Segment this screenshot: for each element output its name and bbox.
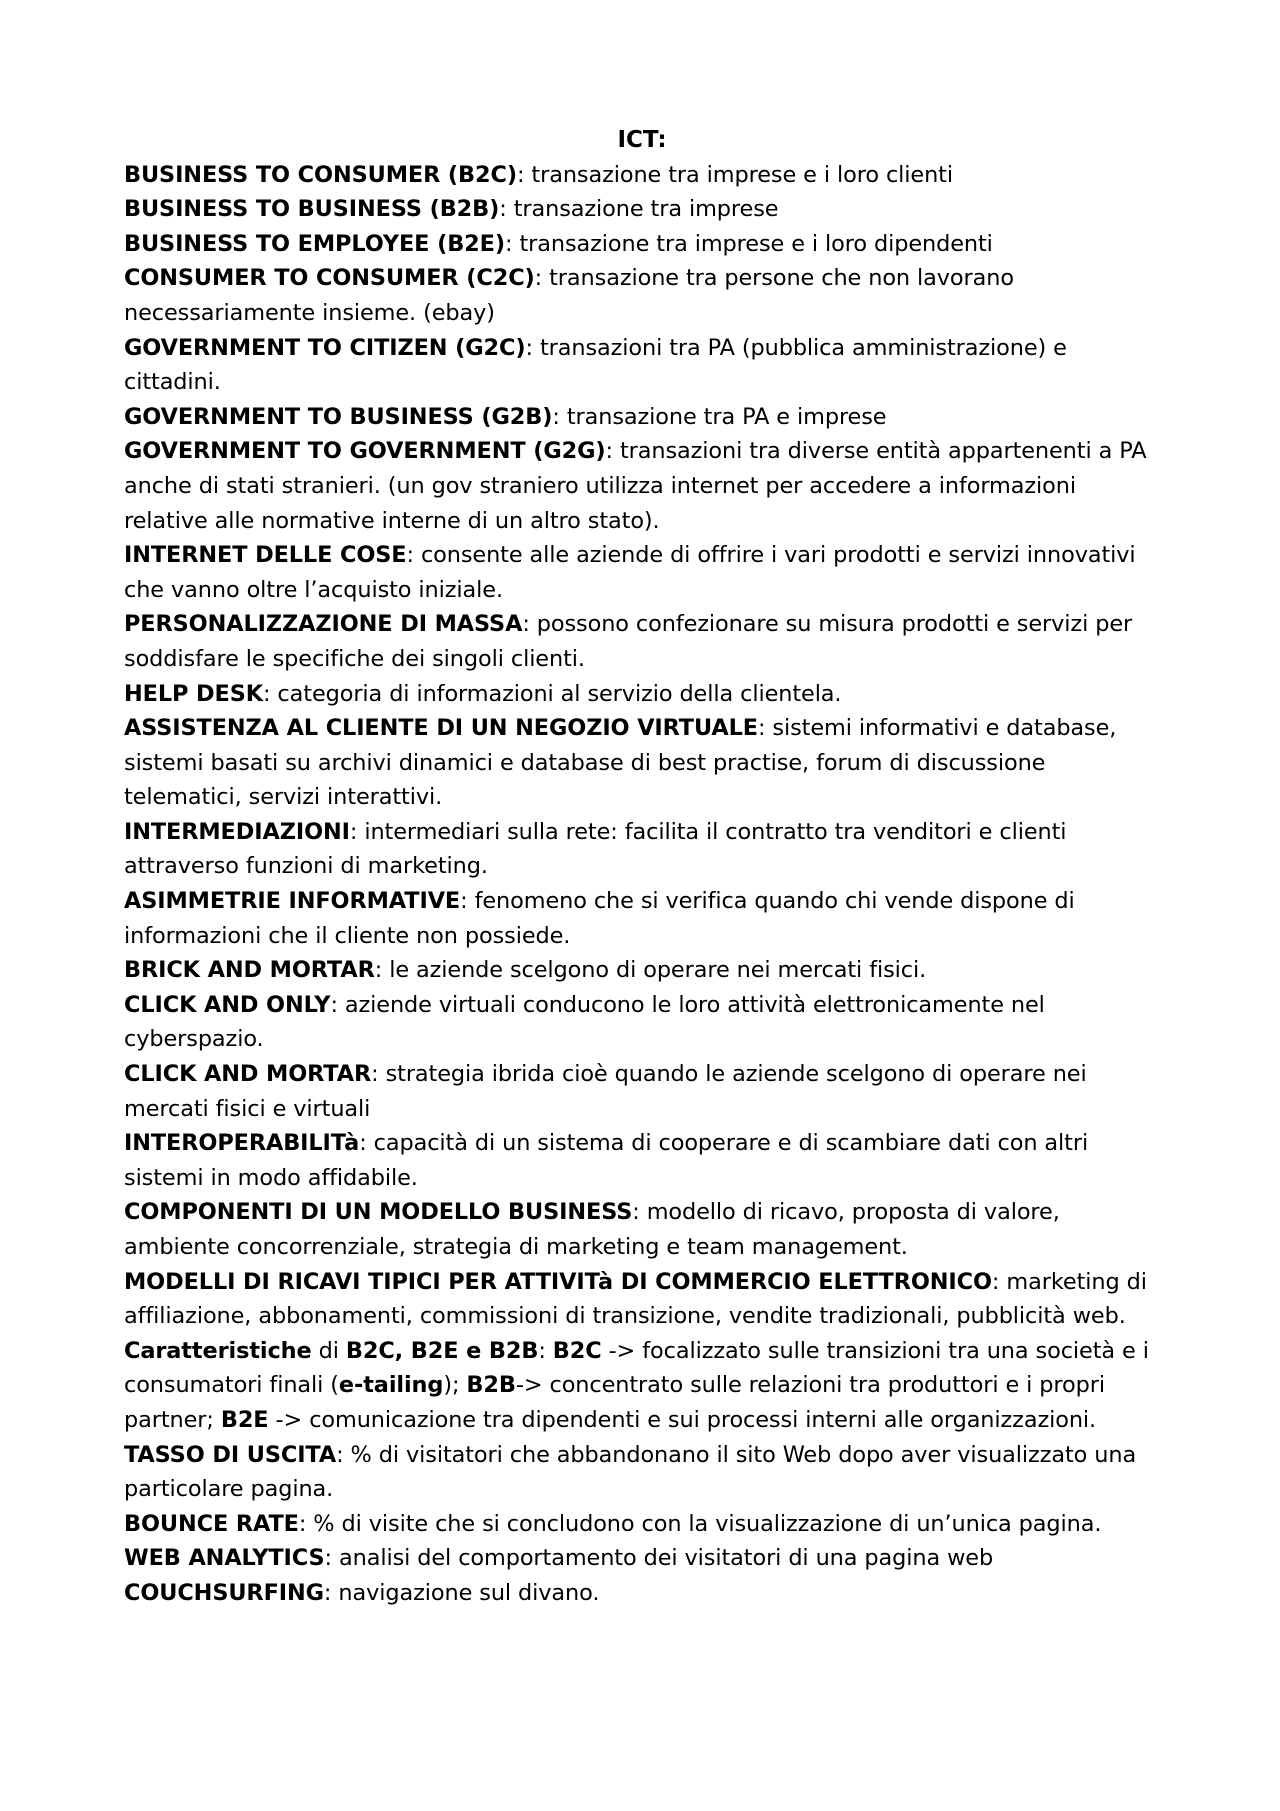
term: WEB ANALYTICS (124, 1545, 325, 1572)
definition-couchsurfing (124, 1576, 1160, 1611)
definition-brick-and-mortar (124, 953, 1160, 988)
definition-text: ); (443, 1372, 467, 1399)
term: ASSISTENZA AL CLIENTE DI UN NEGOZIO VIRTUALE (124, 715, 758, 742)
definition-modelli-ricavi (124, 1265, 1160, 1334)
definition-b2c (124, 158, 1160, 193)
term: HELP DESK (124, 680, 263, 707)
term: TASSO DI USCITA (124, 1441, 337, 1468)
definition-text: : marketing di affiliazione, abbonamenti, commissioni di transizione, vendite tradizionali, pubblicità web. (124, 1268, 1147, 1330)
definition-text: : transazione tra PA e imprese (552, 403, 887, 430)
definition-asimmetrie (124, 884, 1160, 953)
definition-text: : transazioni tra diverse entità appartenenti a PA anche di stati stranieri. (un gov straniero utilizza internet per accedere a informazioni relative alle normative interne di un altro stato). (124, 438, 1147, 534)
definition-caratteristiche (124, 1334, 1160, 1438)
definition-text: : sistemi informativi e database, sistemi basati su archivi dinamici e database di best practise, forum di discussione telematici, servizi interattivi. (124, 715, 1117, 811)
term-b2c: B2C (552, 1337, 602, 1364)
term: Caratteristiche (124, 1337, 312, 1364)
definition-text: : fenomeno che si verifica quando chi vende dispone di informazioni che il cliente non possiede. (124, 888, 1075, 949)
definition-g2b (124, 400, 1160, 435)
term: BRICK AND MORTAR (124, 957, 375, 984)
term: BUSINESS TO EMPLOYEE (B2E) (124, 230, 505, 257)
term: COMPONENTI DI UN MODELLO BUSINESS (124, 1199, 633, 1226)
definition-text: : categoria di informazioni al servizio della clientela. (262, 680, 842, 707)
term: BUSINESS TO CONSUMER (B2C) (124, 161, 517, 188)
definition-assistenza (124, 711, 1160, 815)
definition-text: : intermediari sulla rete: facilita il contratto tra venditori e clienti attraverso funzioni di marketing. (124, 818, 1067, 880)
definition-text: : analisi del comportamento dei visitatori di una pagina web (324, 1545, 994, 1572)
definition-text: : le aziende scelgono di operare nei mercati fisici. (374, 957, 927, 984)
definition-text: : transazione tra imprese (499, 196, 779, 223)
definition-b2e (124, 227, 1160, 262)
definition-interoperabilita (124, 1126, 1160, 1195)
definition-text: : % di visitatori che abbandonano il sito Web dopo aver visualizzato una particolare pagina. (124, 1441, 1137, 1503)
definition-internet-delle-cose (124, 538, 1160, 607)
definition-tasso-di-uscita (124, 1438, 1160, 1507)
definition-text: : transazione tra imprese e i loro clienti (516, 161, 953, 188)
definition-componenti (124, 1195, 1160, 1264)
term: GOVERNMENT TO CITIZEN (G2C) (124, 334, 526, 361)
term: COUCHSURFING (124, 1579, 324, 1606)
term: GOVERNMENT TO GOVERNMENT (G2G) (124, 438, 606, 465)
definition-text: : transazioni tra PA (pubblica amministrazione) e cittadini. (124, 334, 1067, 396)
term-b2b: B2B (466, 1372, 516, 1399)
definition-text: -> focalizzato sulle transizioni tra una società e i consumatori finali ( (124, 1337, 1149, 1399)
definition-g2c (124, 331, 1160, 400)
definition-click-and-mortar (124, 1057, 1160, 1126)
definition-text: -> comunicazione tra dipendenti e sui processi interni alle organizzazioni. (268, 1406, 1097, 1433)
definition-text: : aziende virtuali conducono le loro attività elettronicamente nel cyberspazio. (124, 991, 1045, 1053)
definition-help-desk (124, 677, 1160, 712)
term: CLICK AND MORTAR (124, 1061, 372, 1088)
definition-intermediazioni (124, 815, 1160, 884)
definition-text: : navigazione sul divano. (323, 1579, 600, 1606)
definition-bounce-rate (124, 1507, 1160, 1542)
definition-text: : modello di ricavo, proposta di valore, ambiente concorrenziale, strategia di marketing e team management. (124, 1199, 1060, 1260)
definition-b2b (124, 192, 1160, 227)
document-title: ICT: (617, 127, 667, 153)
term: CLICK AND ONLY (124, 991, 331, 1018)
definition-web-analytics (124, 1541, 1160, 1576)
term: GOVERNMENT TO BUSINESS (G2B) (124, 403, 553, 430)
definition-text: : consente alle aziende di offrire i vari prodotti e servizi innovativi che vanno oltre l’acquisto iniziale. (124, 542, 1136, 603)
definition-text: : % di visite che si concludono con la visualizzazione di un’unica pagina. (298, 1510, 1102, 1537)
term: CONSUMER TO CONSUMER (C2C) (124, 265, 535, 292)
definition-personalizzazione (124, 607, 1160, 676)
definition-text: -> concentrato sulle relazioni tra produttori e i propri partner; (124, 1372, 1105, 1433)
definition-text: : capacità di un sistema di cooperare e di scambiare dati con altri sistemi in modo affidabile. (124, 1130, 1089, 1191)
term: INTERNET DELLE COSE (124, 542, 407, 569)
term: BOUNCE RATE (124, 1510, 299, 1537)
definition-g2g (124, 434, 1160, 538)
term-b2e: B2E (220, 1406, 269, 1433)
term: PERSONALIZZAZIONE DI MASSA (124, 611, 523, 638)
term: INTERMEDIAZIONI (124, 818, 350, 845)
definition-text: di (311, 1337, 346, 1364)
term: INTEROPERABILITà (124, 1130, 360, 1157)
definition-text: : strategia ibrida cioè quando le aziende scelgono di operare nei mercati fisici e virtuali (124, 1061, 1087, 1122)
definition-text: : transazione tra persone che non lavorano necessariamente insieme. (ebay) (124, 265, 1014, 326)
definition-text: : possono confezionare su misura prodotti e servizi per soddisfare le specifiche dei singoli clienti. (124, 611, 1133, 672)
definition-list (124, 158, 1160, 1611)
term-etailing: e-tailing (338, 1372, 444, 1399)
definition-text: : (538, 1337, 553, 1364)
term: BUSINESS TO BUSINESS (B2B) (124, 196, 500, 223)
definition-c2c (124, 261, 1160, 330)
term: MODELLI DI RICAVI TIPICI PER ATTIVITà DI COMMERCIO ELETTRONICO (124, 1268, 992, 1295)
term: ASIMMETRIE INFORMATIVE (124, 888, 461, 915)
term-subject: B2C, B2E e B2B (345, 1337, 539, 1364)
definition-text: : transazione tra imprese e i loro dipendenti (504, 230, 993, 257)
definition-click-and-only (124, 988, 1160, 1057)
